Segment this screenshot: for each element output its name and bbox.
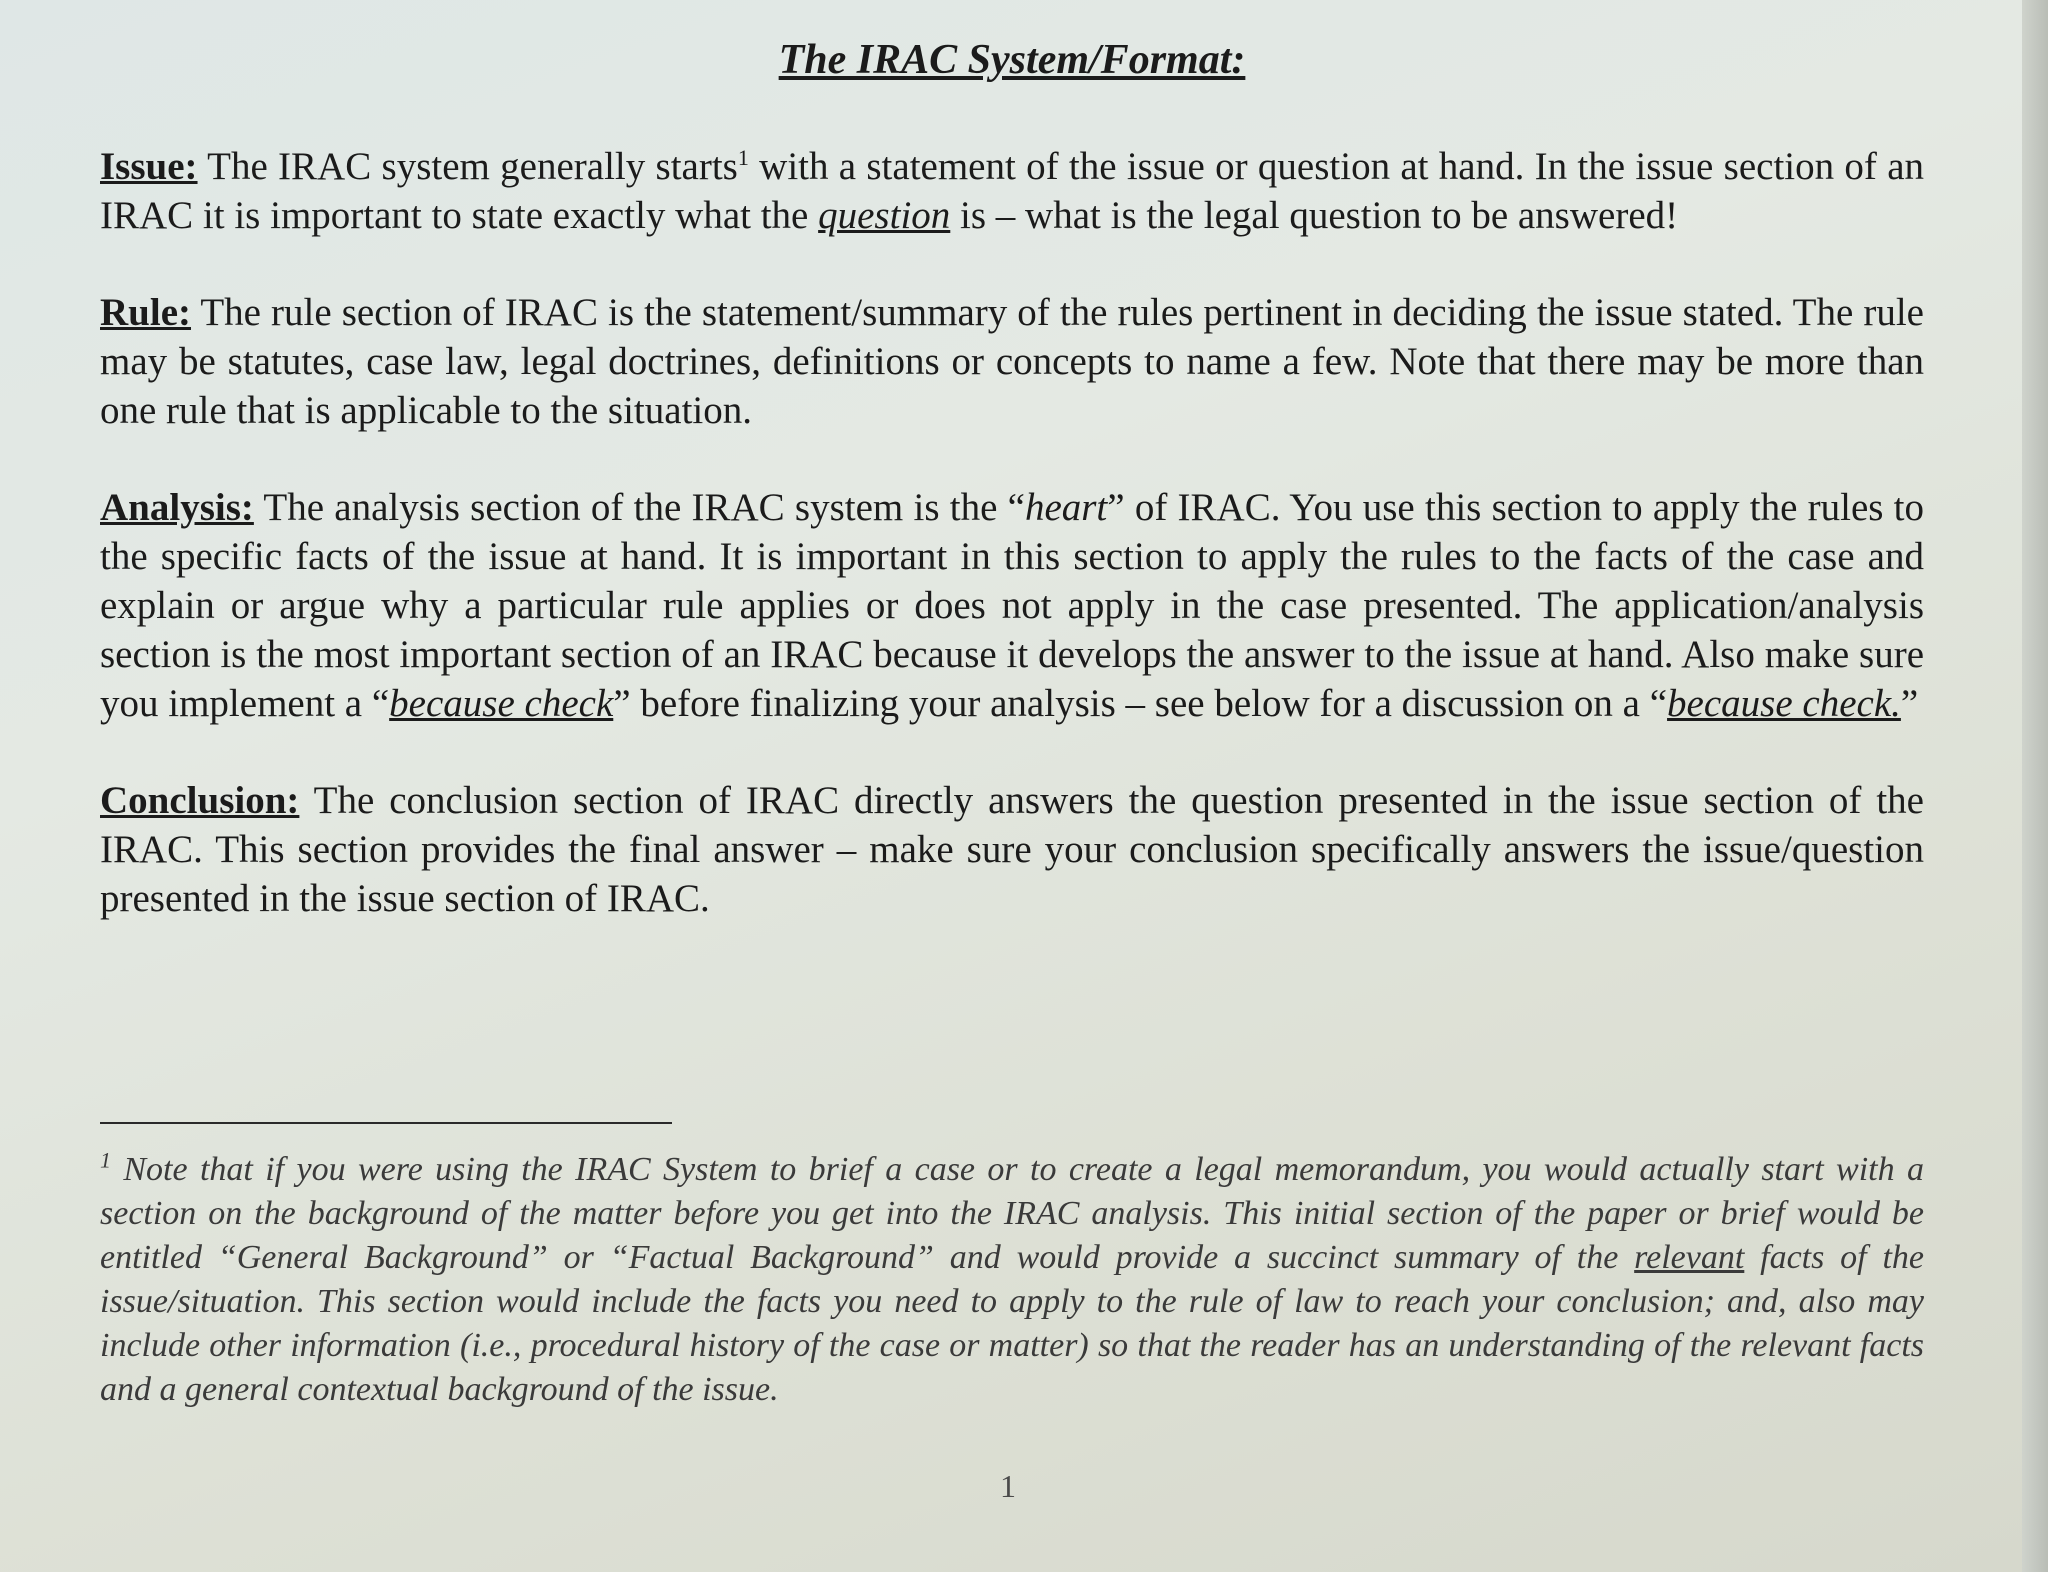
page-title: The IRAC System/Format: [778, 37, 1246, 83]
footnote-divider [100, 1122, 672, 1124]
footnote-text-2: facts of the issue/situation. This section would include the facts you need to apply to the rule of law to reach your conclusion; and, also may include other information (i.e., procedural history of the case or matter) so that the reader has an understanding of the relevant facts and a general contextual background of the issue. [100, 1239, 1924, 1408]
footnote-emphasis-relevant: relevant [1634, 1239, 1745, 1276]
conclusion-heading: Conclusion: [100, 779, 300, 822]
conclusion-paragraph [100, 776, 1924, 923]
issue-text-2: with a statement of the issue or question at hand. In the issue section of an IRAC it is important to state exactly what the [100, 145, 1925, 237]
analysis-text-3: ” before finalizing your analysis – see below for a discussion on a “ [613, 682, 1668, 725]
analysis-emphasis-heart: heart [1024, 486, 1108, 529]
analysis-text-2: ” of IRAC. You use this section to apply the rules to the specific facts of the issue at hand. It is important in this section to apply the rules to the facts of the case and explain or argue why a particular rule applies or does not apply in the case presented. The application/analysis section is the most important section of an IRAC because it develops the answer to the issue at hand. Also make sure you implement a “ [100, 486, 1924, 725]
analysis-text-1: The analysis section of the IRAC system is the “ [263, 486, 1025, 529]
page-number: 1 [1000, 1468, 1016, 1504]
issue-text-3: is – what is the legal question to be answered! [950, 194, 1679, 237]
issue-text-1: The IRAC system generally starts [207, 145, 738, 188]
footnote-reference: 1 [737, 145, 749, 170]
footnote [100, 1148, 1924, 1412]
analysis-paragraph [100, 483, 1924, 728]
document-page [100, 20, 1924, 971]
footnote-marker: 1 [100, 1147, 111, 1173]
analysis-emphasis-because-check-2: because check. [1667, 682, 1901, 725]
analysis-emphasis-because-check: because check [389, 682, 614, 725]
issue-heading: Issue: [100, 145, 198, 188]
issue-emphasis-question: question [818, 194, 951, 237]
rule-text: The rule section of IRAC is the statement/summary of the rules pertinent in deciding the issue stated. The rule may be statutes, case law, legal doctrines, definitions or concepts to name a few. Note that there may be more than one rule that is applicable to the situation. [100, 291, 1924, 432]
rule-paragraph [100, 288, 1924, 435]
analysis-text-4: ” [1900, 682, 1919, 725]
issue-paragraph [100, 142, 1924, 240]
monitor-edge [2022, 0, 2048, 1572]
conclusion-text: The conclusion section of IRAC directly answers the question presented in the issue section of the IRAC. This section provides the final answer – make sure your conclusion specifically answers the issue/question presented in the issue section of IRAC. [100, 779, 1924, 920]
rule-heading: Rule: [100, 291, 191, 334]
analysis-heading: Analysis: [100, 486, 254, 529]
footnote-text-1: Note that if you were using the IRAC System to brief a case or to create a legal memorandum, you would actually start with a section on the background of the matter before you get into the IRAC analysis. This initial section of the paper or brief would be entitled “General Background” or “Factual Background” and would provide a succinct summary of the [100, 1151, 1924, 1276]
